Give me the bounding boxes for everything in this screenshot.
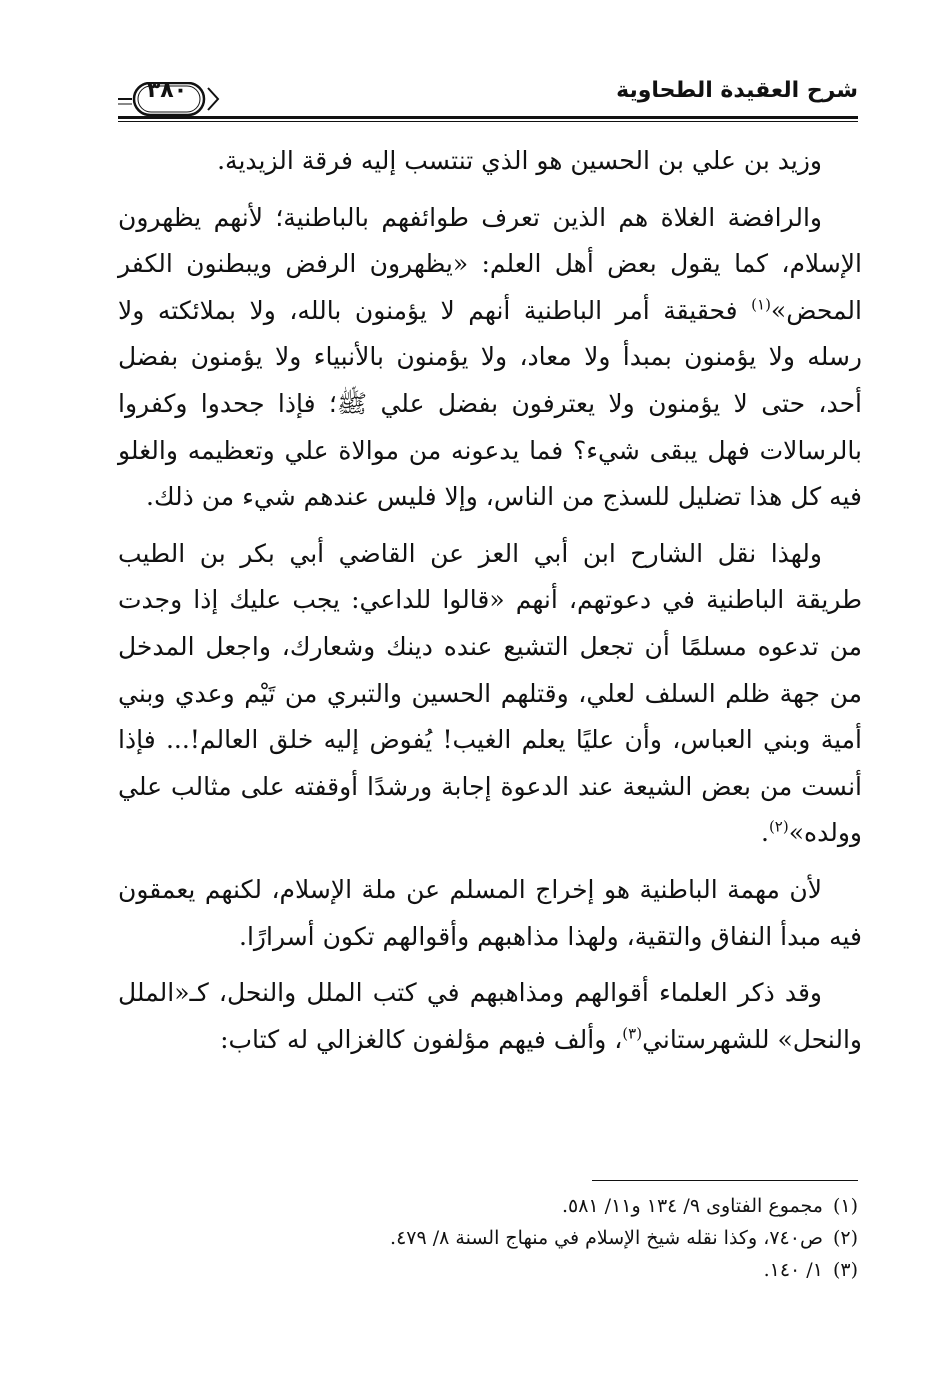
paragraph-1: وزيد بن علي بن الحسين هو الذي تنتسب إليه فرقة الزيدية. — [217, 146, 822, 175]
footnote-ref-3[interactable]: (٣) — [622, 1024, 643, 1043]
footnotes — [118, 1190, 858, 1286]
header-rule-thin — [118, 121, 858, 122]
footnote-number: (٣) — [832, 1259, 858, 1281]
paragraph-2: والرافضة الغلاة هم الذين تعرف طوائفهم بالباطنية؛ لأنهم يظهرون الإسلام، كما يقول بعض أهل العلم: «يظهرون الرفض ويبطنون الكفر المحض»$^{(١)}$ فحقيقة أمر الباطنية أنهم لا يؤمنون بالله، ولا بملائكته ولا رسله ولا يؤمنون بمبدأ ولا معاد، ولا يؤمنون بالأنبياء ولا يؤمنون بفضل أحد، حتى لا يؤمنون ولا يعترفون بفضل علي ﷺ؛ فإذا جحدوا وكفروا بالرسالات فهل يبقى شيء؟ فما يدعونه من موالاة علي وتعظيمه والغلو فيه كل هذا تضليل للسذج من الناس، وإلا فليس عندهم شيء من ذلك. — [118, 202, 862, 512]
paragraph-3: ولهذا نقل الشارح ابن أبي العز عن القاضي أبي بكر بن الطيب طريقة الباطنية في دعوتهم، أنهم «قالوا للداعي: يجب عليك إذا وجدت من تدعوه مسلمًا أن تجعل التشيع عنده دينك وشعارك، واجعل المدخل من جهة ظلم السلف لعلي، وقتلهم الحسين والتبري من تَيْم وعدي وبني أمية وبني العباس، وأن عليًا يعلم الغيب! يُفوض إليه خلق العالم!... فإذا أنست من بعض الشيعة عند الدعوة إجابة ورشدًا أوقفته على مثالب علي وولده»$^{(٢)}$. — [118, 538, 862, 848]
footnote-ref-2[interactable]: (٢) — [768, 817, 789, 836]
footnote-number: (٢) — [832, 1227, 858, 1249]
header-rule — [118, 116, 858, 119]
book-title: شرح العقيدة الطحاوية — [616, 78, 858, 103]
footnote-separator — [592, 1180, 858, 1181]
footnote-text: ١/ ١٤٠. — [763, 1259, 823, 1281]
footnote-2 — [118, 1222, 858, 1254]
paragraph-5: وقد ذكر العلماء أقوالهم ومذاهبهم في كتب الملل والنحل، كـ«الملل والنحل» للشهرستاني$^{(٣)}$، وألف فيهم مؤلفون كالغزالي له كتاب: — [118, 978, 862, 1054]
footnote-text: مجموع الفتاوى ٩/ ١٣٤ و١١/ ٥٨١. — [561, 1195, 823, 1217]
page-number-badge — [118, 66, 228, 116]
footnote-3 — [118, 1254, 858, 1286]
body-text — [118, 138, 862, 1073]
footnote-text: ص٧٤٠، وكذا نقله شيخ الإسلام في منهاج السنة ٨/ ٤٧٩. — [390, 1227, 823, 1249]
footnote-ref-1[interactable]: (١) — [751, 295, 771, 314]
footnote-1 — [118, 1190, 858, 1222]
paragraph-4: لأن مهمة الباطنية هو إخراج المسلم عن ملة الإسلام، لكنهم يعمقون فيه مبدأ النفاق والتقية، ولهذا مذاهبهم وأقوالهم تكون أسرارًا. — [118, 874, 862, 951]
page-number: ٣٨٠ — [146, 78, 188, 103]
footnote-number: (١) — [832, 1195, 858, 1217]
